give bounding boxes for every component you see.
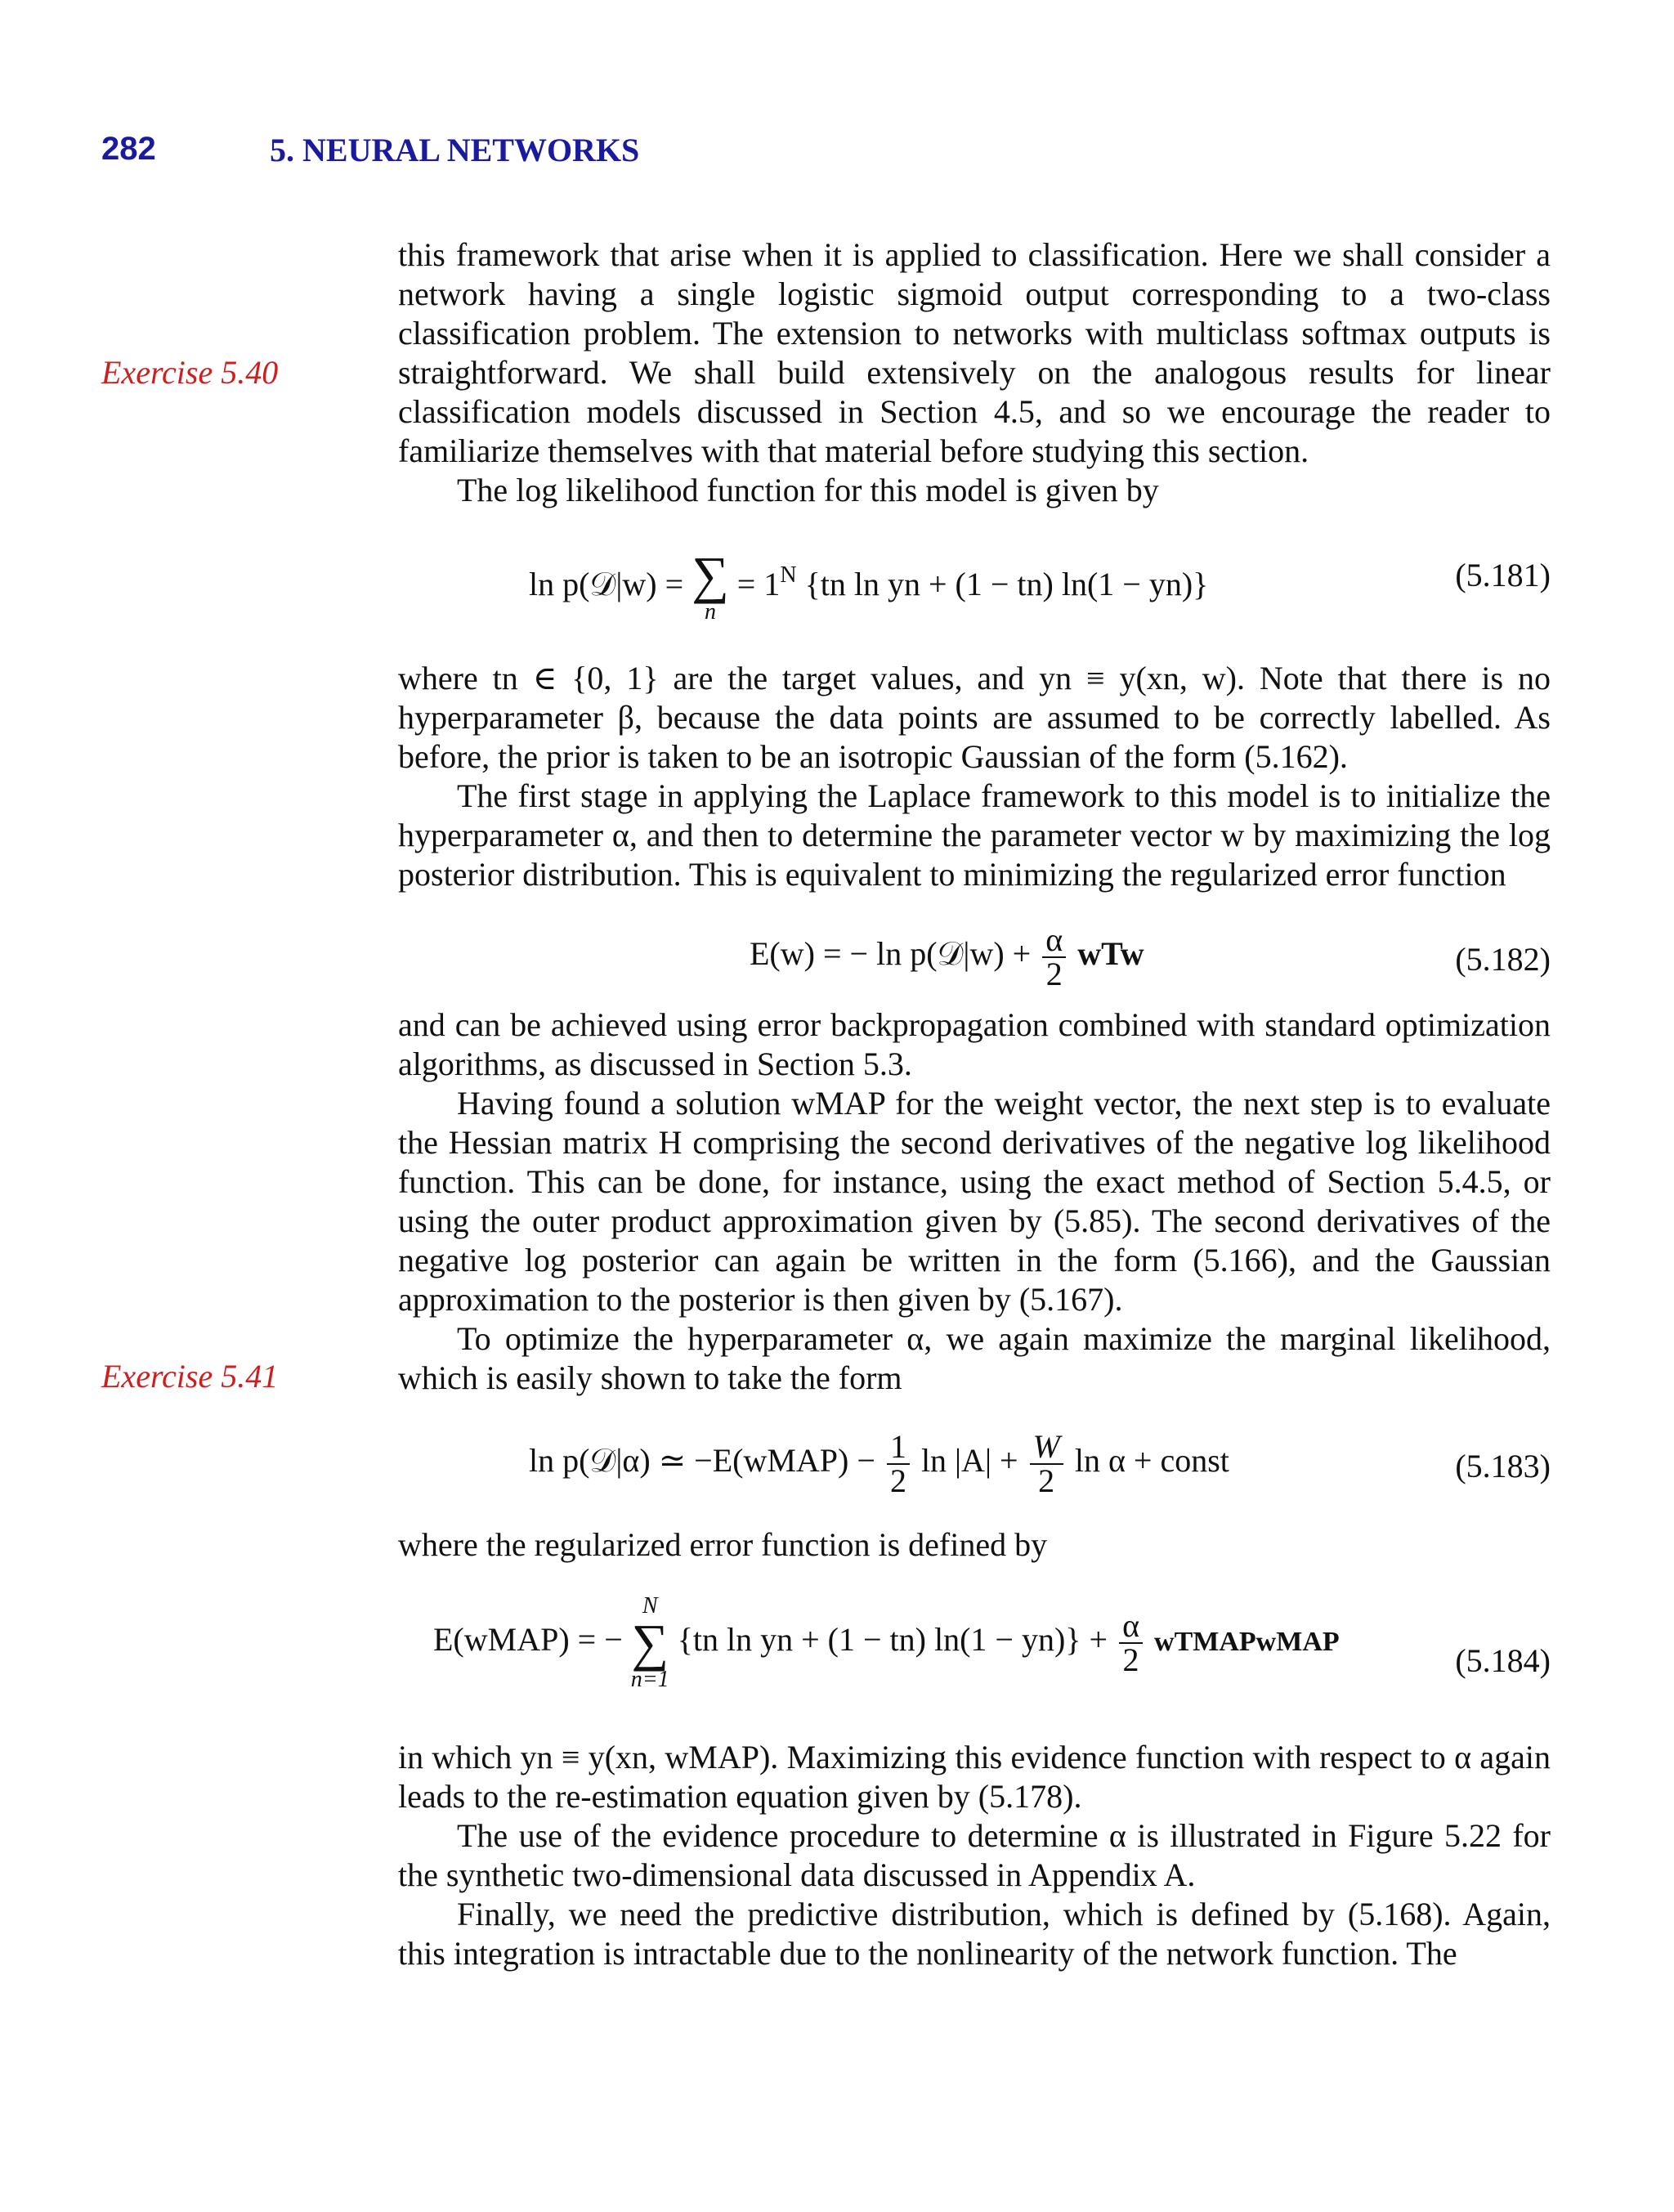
margin-exercise-5-41[interactable]: Exercise 5.41 bbox=[101, 1358, 279, 1395]
equation-5-184 bbox=[327, 1594, 1551, 1725]
eq-5-181-body: {tn ln yn + (1 − tn) ln(1 − yn)} bbox=[804, 566, 1209, 603]
eq-5-184-tail: wTMAPwMAP bbox=[1154, 1627, 1340, 1658]
paragraph-evidence-function: in which yn ≡ y(xn, wMAP). Maximizing this evidence function with respect to α again leads to the re-estimation equation given by (5.178). bbox=[398, 1739, 1551, 1815]
paragraph-hessian: Having found a solution wMAP for the weight vector, the next step is to evaluate the Hessian matrix H comprising the second derivatives of the negative log likelihood function. This can be done, for instance, using the exact method of Section 5.4.5, or using the outer product approximation given by (5.85). The second derivatives of the negative log posterior can again be written in the form (5.166), and the Gaussian approximation to the posterior is then given by (5.167). bbox=[398, 1085, 1551, 1318]
paragraph-intro: this framework that arise when it is applied to classification. Here we shall consider a network having a single logistic sigmoid output corresponding to a two-class classification problem. The extension to networks with multiclass softmax outputs is straightforward. We shall build extensively on the analogous results for linear classification models discussed in Section 4.5, and so we encourage the reader to familiarize themselves with that material before studying this section. bbox=[398, 236, 1551, 469]
equation-number: (5.184) bbox=[1455, 1642, 1551, 1679]
fraction-numerator: W bbox=[1030, 1431, 1063, 1465]
equation-number: (5.183) bbox=[1455, 1448, 1551, 1484]
equation-number: (5.182) bbox=[1455, 941, 1551, 978]
eq-5-181-sup: N bbox=[780, 562, 797, 589]
paragraph-regularized-error: where the regularized error function is defined by bbox=[398, 1526, 1048, 1563]
chapter-title: 5. NEURAL NETWORKS bbox=[270, 132, 640, 168]
summation-symbol: N ∑ n=1 bbox=[630, 1593, 669, 1692]
eq-5-182-tail: wTw bbox=[1077, 935, 1144, 973]
eq-5-183-tail: ln α + const bbox=[1074, 1442, 1229, 1480]
fraction-denominator: 2 bbox=[1122, 1641, 1139, 1678]
eq-5-184-body: {tn ln yn + (1 − tn) ln(1 − yn)} + bbox=[677, 1621, 1108, 1659]
fraction-numerator: α bbox=[1042, 924, 1066, 958]
eq-5-181-rest: = 1 bbox=[736, 566, 781, 603]
page-number: 282 bbox=[101, 131, 156, 167]
paragraph-backprop: and can be achieved using error backpropagation combined with standard optimization algorithms, as discussed in Section 5.3. bbox=[398, 1006, 1551, 1082]
margin-exercise-5-40[interactable]: Exercise 5.40 bbox=[101, 354, 279, 391]
paragraph-log-likelihood: The log likelihood function for this model is given by bbox=[457, 472, 1159, 508]
eq-5-183-lhs: ln p(𝒟|α) ≃ −E(wMAP) − bbox=[529, 1442, 875, 1480]
fraction-one-half bbox=[887, 1428, 910, 1499]
fraction-denominator: 2 bbox=[1038, 1462, 1055, 1499]
eq-5-182-lhs: E(w) = − ln p(𝒟|w) + bbox=[750, 935, 1032, 973]
fraction-denominator: 2 bbox=[889, 1462, 906, 1499]
paragraph-evidence-procedure: The use of the evidence procedure to determine α is illustrated in Figure 5.22 for the synthetic two-dimensional data discussed in Appendix A. bbox=[398, 1817, 1551, 1893]
fraction-alpha-over-2 bbox=[1119, 1607, 1143, 1678]
equation-number: (5.181) bbox=[1455, 557, 1551, 593]
paragraph-target-values: where tn ∈ {0, 1} are the target values, and yn ≡ y(xn, w). Note that there is no hyperparameter β, because the data points are assumed to be correctly labelled. As before, the prior is taken to be an isotropic Gaussian of the form (5.162). bbox=[398, 660, 1551, 775]
sum-lower-limit: n bbox=[704, 599, 716, 625]
eq-5-183-mid: ln |A| + bbox=[920, 1442, 1018, 1480]
sum-upper-limit: N bbox=[642, 1593, 658, 1619]
running-header bbox=[0, 131, 1674, 180]
fraction-numerator: α bbox=[1119, 1610, 1143, 1644]
eq-5-181-lhs: ln p(𝒟|w) = bbox=[529, 566, 684, 603]
fraction-alpha-over-2 bbox=[1042, 921, 1066, 992]
paragraph-laplace-stage: The first stage in applying the Laplace framework to this model is to initialize the hyperparameter α, and then to determine the parameter vector w by maximizing the log posterior distribution. This is equivalent to minimizing the regularized error function bbox=[398, 777, 1551, 893]
fraction-w-over-2 bbox=[1030, 1428, 1063, 1499]
equation-5-183 bbox=[398, 1422, 1551, 1504]
equation-5-182 bbox=[398, 916, 1551, 997]
eq-5-184-lhs: E(wMAP) = − bbox=[433, 1621, 623, 1659]
paragraph-optimize-alpha: To optimize the hyperparameter α, we again maximize the marginal likelihood, which is easily shown to take the form bbox=[398, 1320, 1551, 1396]
fraction-denominator: 2 bbox=[1045, 956, 1063, 992]
fraction-numerator: 1 bbox=[887, 1431, 910, 1465]
sum-lower-limit: n=1 bbox=[630, 1667, 669, 1692]
paragraph-predictive-distribution: Finally, we need the predictive distribution, which is defined by (5.168). Again, this integration is intractable due to the nonlinearity of the network function. The bbox=[398, 1896, 1551, 1972]
summation-symbol: ∑ n bbox=[692, 546, 729, 625]
equation-5-181 bbox=[398, 540, 1551, 625]
